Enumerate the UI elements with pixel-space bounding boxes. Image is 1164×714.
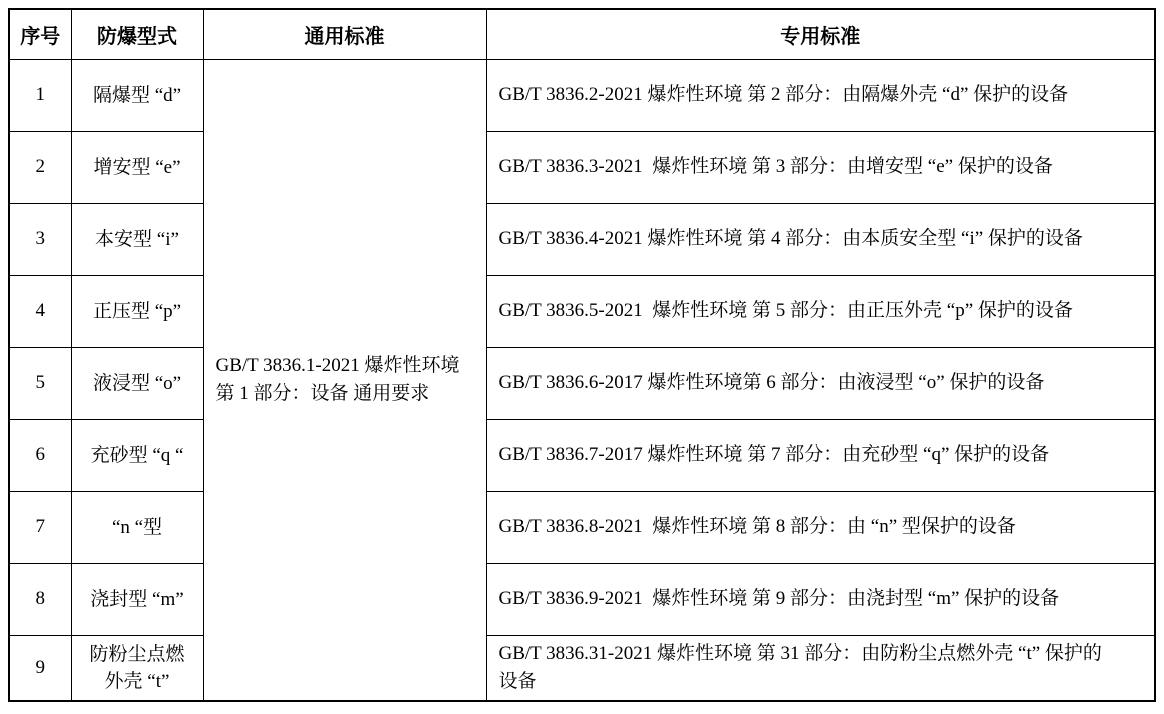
row-number-cell: 3	[9, 203, 71, 275]
specific-standard-cell: GB/T 3836.2-2021 爆炸性环境 第 2 部分：由隔爆外壳 “d” 保护的设备	[486, 59, 1155, 131]
table-row	[9, 131, 1155, 203]
row-number-cell: 7	[9, 491, 71, 563]
row-number-cell: 8	[9, 563, 71, 635]
row-number-cell: 9	[9, 635, 71, 701]
general-standard-cell: GB/T 3836.1-2021 爆炸性环境 第 1 部分：设备 通用要求	[203, 59, 486, 701]
table-row	[9, 347, 1155, 419]
explosion-proof-standards-table	[8, 8, 1156, 702]
specific-standard-cell: GB/T 3836.7-2017 爆炸性环境 第 7 部分：由充砂型 “q” 保护的设备	[486, 419, 1155, 491]
header-cell-specific-standard: 专用标准	[486, 9, 1155, 59]
header-cell-type: 防爆型式	[71, 9, 203, 59]
row-number-cell: 2	[9, 131, 71, 203]
table-row	[9, 275, 1155, 347]
table-row	[9, 59, 1155, 131]
explosion-proof-type-cell: 液浸型 “o”	[71, 347, 203, 419]
explosion-proof-type-cell: 正压型 “p”	[71, 275, 203, 347]
specific-standard-cell: GB/T 3836.5-2021 爆炸性环境 第 5 部分：由正压外壳 “p” 保护的设备	[486, 275, 1155, 347]
row-number-cell: 1	[9, 59, 71, 131]
header-row	[9, 9, 1155, 59]
table-row	[9, 563, 1155, 635]
specific-standard-cell: GB/T 3836.8-2021 爆炸性环境 第 8 部分：由 “n” 型保护的设备	[486, 491, 1155, 563]
table-row	[9, 419, 1155, 491]
header-cell-general-standard: 通用标准	[203, 9, 486, 59]
row-number-cell: 6	[9, 419, 71, 491]
explosion-proof-type-cell: 充砂型 “q “	[71, 419, 203, 491]
row-number-cell: 4	[9, 275, 71, 347]
explosion-proof-type-cell: 防粉尘点燃外壳 “t”	[71, 635, 203, 701]
table-row	[9, 203, 1155, 275]
header-cell-no: 序号	[9, 9, 71, 59]
specific-standard-cell: GB/T 3836.6-2017 爆炸性环境第 6 部分：由液浸型 “o” 保护的设备	[486, 347, 1155, 419]
specific-standard-cell: GB/T 3836.4-2021 爆炸性环境 第 4 部分：由本质安全型 “i” 保护的设备	[486, 203, 1155, 275]
specific-standard-cell: GB/T 3836.3-2021 爆炸性环境 第 3 部分：由增安型 “e” 保护的设备	[486, 131, 1155, 203]
table-row	[9, 635, 1155, 701]
specific-standard-cell: GB/T 3836.31-2021 爆炸性环境 第 31 部分：由防粉尘点燃外壳 “t” 保护的设备	[486, 635, 1155, 701]
explosion-proof-type-cell: 增安型 “e”	[71, 131, 203, 203]
explosion-proof-type-cell: “n “型	[71, 491, 203, 563]
table-row	[9, 491, 1155, 563]
explosion-proof-type-cell: 本安型 “i”	[71, 203, 203, 275]
explosion-proof-type-cell: 浇封型 “m”	[71, 563, 203, 635]
row-number-cell: 5	[9, 347, 71, 419]
explosion-proof-type-cell: 隔爆型 “d”	[71, 59, 203, 131]
specific-standard-cell: GB/T 3836.9-2021 爆炸性环境 第 9 部分：由浇封型 “m” 保护的设备	[486, 563, 1155, 635]
